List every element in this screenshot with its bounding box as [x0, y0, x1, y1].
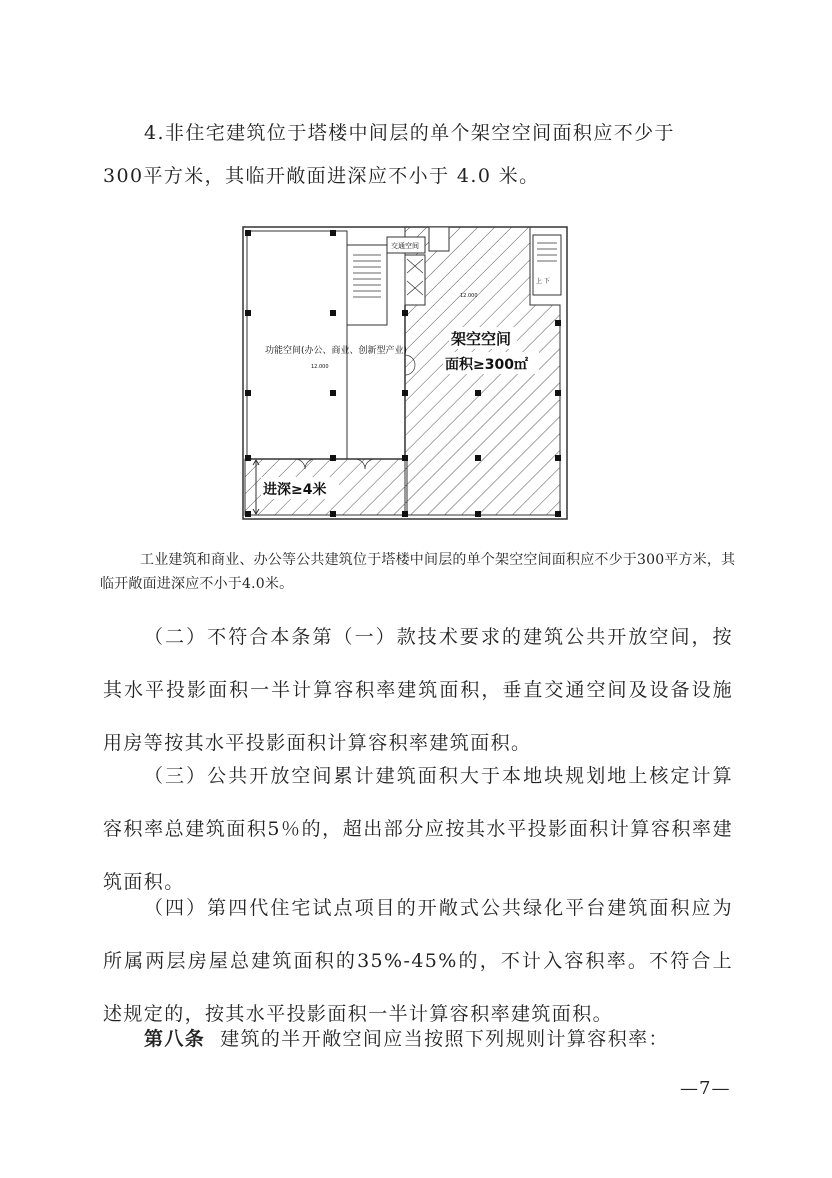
item4-line1: 4.非住宅建筑位于塔楼中间层的单个架空空间面积应不少于: [144, 122, 675, 144]
item4-line2: 300平方米，其临开敞面进深应不小于 4.0 米。: [103, 165, 540, 187]
article-8-text: 建筑的半开敞空间应当按照下列规则计算容积率：: [220, 1028, 669, 1050]
function-space-outline: [247, 231, 347, 459]
open-space-area-label: 面积≥300㎡: [445, 357, 528, 373]
page-number: —7—: [680, 1078, 731, 1099]
updown-label: 上 下: [536, 278, 550, 285]
depth-label: 进深≥4米: [263, 482, 327, 498]
figure-caption: 工业建筑和商业、办公等公共建筑位于塔楼中间层的单个架空空间面积应不少于300平方米，其临开敞面进深应不小于4.0米。: [100, 552, 736, 592]
paragraph-3: （三）公共开放空间累计建筑面积大于本地块规划地上核定计算容积率总建筑面积5％的，超出部分应按其水平投影面积计算容积率建筑面积。: [103, 765, 733, 893]
elevator-shaft: [405, 255, 425, 305]
open-space-label: 架空空间: [451, 330, 512, 348]
article-8-heading: 第八条: [144, 1028, 206, 1050]
paragraph-2: （二）不符合本条第（一）款技术要求的建筑公共开放空间，按其水平投影面积一半计算容积率建筑面积，垂直交通空间及设备设施用房等按其水平投影面积计算容积率建筑面积。: [103, 626, 733, 754]
article-8: [103, 1013, 733, 1066]
right-stair: [533, 235, 561, 295]
paragraph-4: （四）第四代住宅试点项目的开敞式公共绿化平台建筑面积应为所属两层房屋总建筑面积的35%-45%的，不计入容积率。不符合上述规定的，按其水平投影面积一半计算容积率建筑面积。: [103, 897, 733, 1025]
open-space-elevation: 12.000: [460, 293, 478, 299]
floor-plan-figure: [235, 215, 579, 530]
function-space-elevation: 12.000: [311, 364, 329, 370]
function-space-label: 功能空间(办公、商业、创新型产业): [265, 346, 408, 356]
service-shaft: [429, 227, 449, 251]
traffic-space-label: 交通空间: [391, 242, 419, 250]
